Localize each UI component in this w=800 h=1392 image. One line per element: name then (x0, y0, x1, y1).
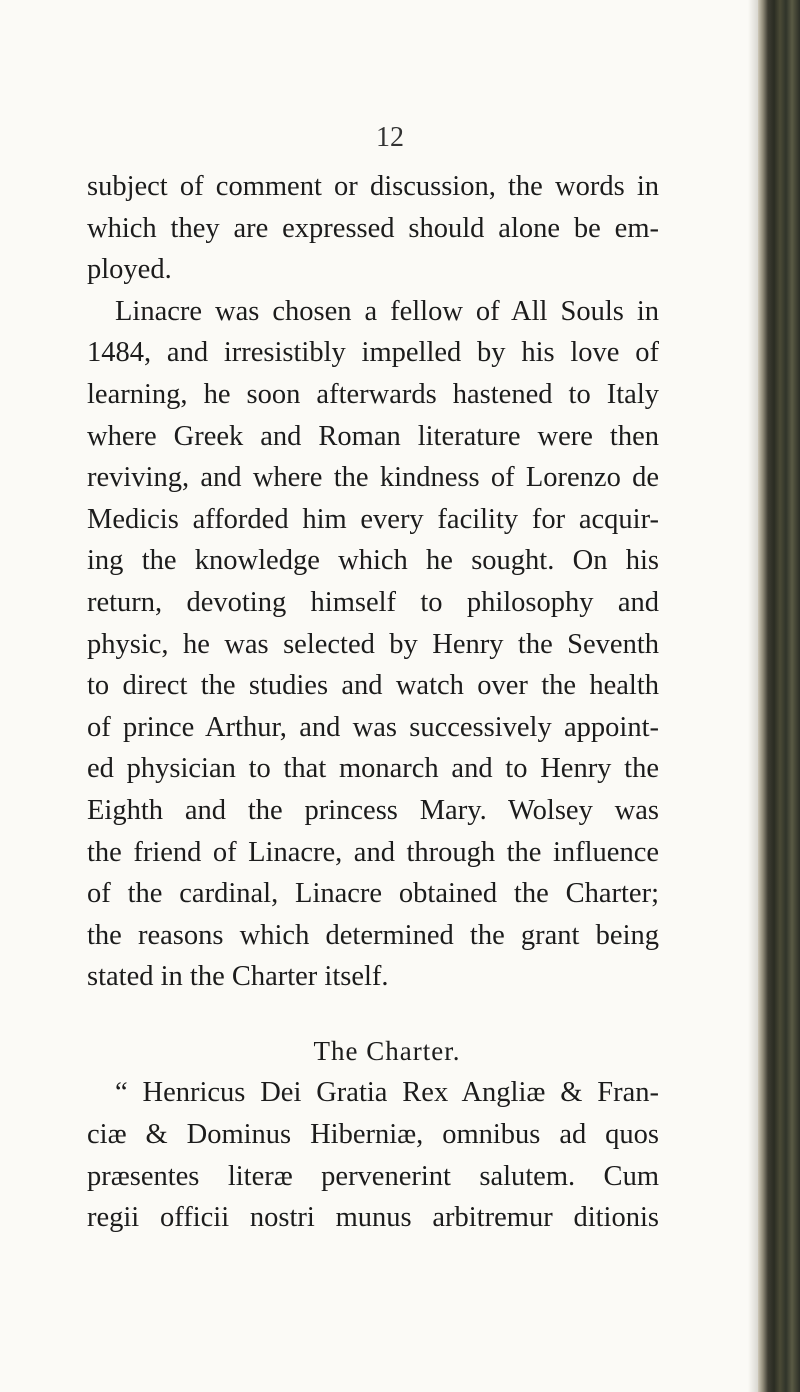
text-line: 1484, and irresistibly impelled by his love of (87, 337, 659, 369)
text-line: reviving, and where the kindness of Lorenzo de (87, 462, 659, 494)
quote-line: ciæ & Dominus Hiberniæ, omnibus ad quos (87, 1119, 659, 1151)
text-line: ed physician to that monarch and to Henry the (87, 753, 659, 785)
quote-line: “ Henricus Dei Gratia Rex Angliæ & Fran- (115, 1077, 659, 1109)
text-line: which they are expressed should alone be em- (87, 212, 659, 244)
text-line: of the cardinal, Linacre obtained the Charter; (87, 878, 659, 910)
quote-line: præsentes literæ pervenerint salutem. Cum (87, 1160, 659, 1192)
body-text (87, 166, 659, 1239)
text-line: Eighth and the princess Mary. Wolsey was (87, 794, 659, 826)
text-line: stated in the Charter itself. (87, 961, 389, 993)
text-line: Linacre was chosen a fellow of All Souls in (115, 295, 659, 327)
quote-line: regii officii nostri munus arbitremur ditionis (87, 1202, 659, 1234)
section-heading: The Charter. (313, 1035, 461, 1066)
text-line: of prince Arthur, and was successively appoint- (87, 711, 659, 743)
text-line: return, devoting himself to philosophy and (87, 586, 659, 618)
text-line: physic, he was selected by Henry the Seventh (87, 628, 659, 660)
text-line: where Greek and Roman literature were then (87, 420, 659, 452)
text-line: the reasons which determined the grant being (87, 919, 659, 951)
binding-shadow (748, 0, 758, 1392)
text-line: the friend of Linacre, and through the influence (87, 836, 659, 868)
page-edge (758, 0, 800, 1392)
text-line: learning, he soon afterwards hastened to Italy (87, 378, 659, 410)
text-line: Medicis afforded him every facility for acquir- (87, 503, 659, 535)
text-line: to direct the studies and watch over the health (87, 670, 659, 702)
text-line: ployed. (87, 254, 172, 286)
page-number: 12 (376, 122, 404, 153)
text-line: subject of comment or discussion, the words in (87, 171, 659, 202)
text-line: ing the knowledge which he sought. On his (87, 545, 659, 577)
